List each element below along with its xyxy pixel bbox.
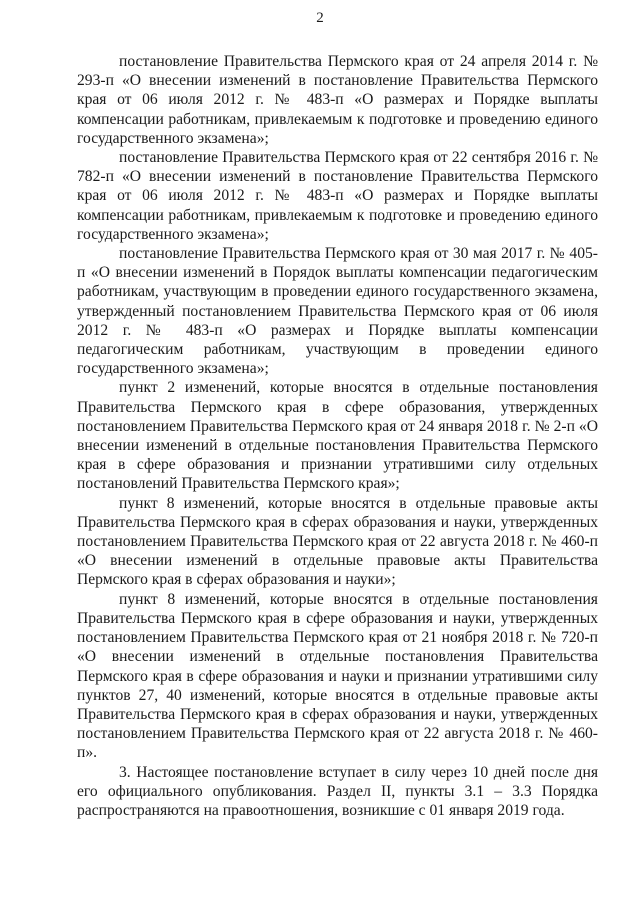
paragraph-item-2-resolution-2p: пункт 2 изменений, которые вносятся в отдельные постановления Правительства Пермского края в сфере образования, утвержденных постановлением Правительства Пермского края от 24 января 2018 г. № 2-п «О внесении изменений в отдельные постановления Правительства Пермского края в сфере образования и признании утратившими силу отдельных постановлений Правительства Пермского края»; [77,379,598,493]
paragraph-item-8-resolution-720p: пункт 8 изменений, которые вносятся в отдельные постановления Правительства Пермского края в сфере образования и науки, утвержденных постановлением Правительства Пермского края от 21 ноября 2018 г. № 720-п «О внесении изменений в отдельные постановления Правительства Пермского края в сфере образования и науки и признании утратившими силу пунктов 27, 40 изменений, которые вносятся в отдельные правовые акты Правительства Пермского края в сферах образования и науки, утвержденных постановлением Правительства Пермского края от 22 августа 2018 г. № 460-п». [77,590,598,762]
paragraph-resolution-405p: постановление Правительства Пермского края от 30 мая 2017 г. № 405-п «О внесении изменений в Порядок выплаты компенсации педагогическим работникам, участвующим в проведении единого государственного экзамена, утвержденный постановлением Правительства Пермского края от 06 июля 2012 г. № 483-п «О размерах и Порядке выплаты компенсации педагогическим работникам, участвующим в проведении единого государственного экзамена»; [77,245,598,378]
paragraph-resolution-782p: постановление Правительства Пермского края от 22 сентября 2016 г. № 782-п «О внесении изменений в постановление Правительства Пермского края от 06 июля 2012 г. № 483-п «О размерах и Порядке выплаты компенсации работникам, привлекаемым к подготовке и проведению единого государственного экзамена»; [77,149,598,243]
paragraph-item-8-resolution-460p: пункт 8 изменений, которые вносятся в отдельные правовые акты Правительства Пермского края в сферах образования и науки, утвержденных постановлением Правительства Пермского края от 22 августа 2018 г. № 460-п «О внесении изменений в отдельные правовые акты Правительства Пермского края в сферах образования и науки»; [77,494,598,589]
paragraph-effective-date: 3. Настоящее постановление вступает в силу через 10 дней после дня его официального опубликования. Раздел II, пункты 3.1 – 3.3 Порядка распространяются на правоотношения, возникшие с 01 января 2019 года. [77,763,598,819]
paragraph-resolution-293p: постановление Правительства Пермского края от 24 апреля 2014 г. № 293-п «О внесении изменений в постановление Правительства Пермского края от 06 июля 2012 г. № 483-п «О размерах и Порядке выплаты компенсации работникам, привлекаемым к подготовке и проведению единого государственного экзамена»; [77,53,598,147]
document-body [77,52,598,820]
page-number: 2 [316,10,324,26]
